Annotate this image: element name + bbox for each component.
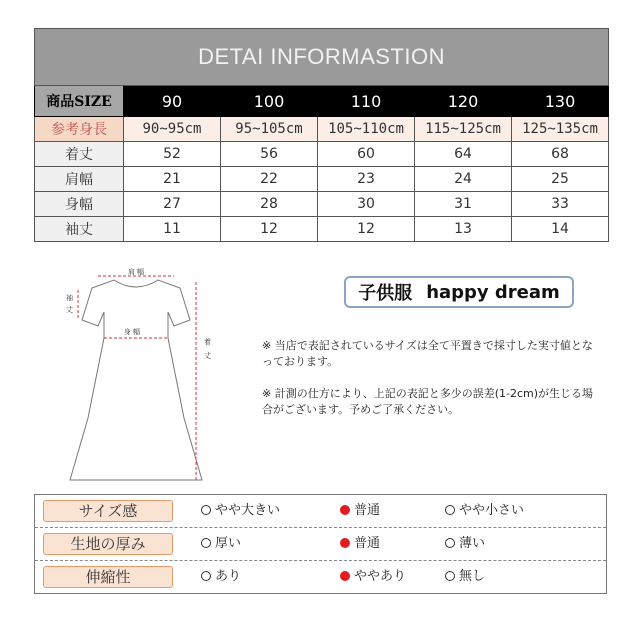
table-cell: 13 [415,217,512,242]
table-row [35,192,609,217]
table-row [35,142,609,167]
feel-option [340,502,380,520]
feel-label: 生地の厚み [43,533,173,555]
row-label: 袖丈 [35,217,124,242]
option-text: 薄い [459,536,486,551]
table-cell: 12 [318,217,415,242]
table-cell: 52 [124,142,221,167]
radio-icon [201,571,211,581]
option-text: あり [215,569,242,584]
table-cell: 27 [124,192,221,217]
table-cell: 68 [512,142,609,167]
table-cell: 22 [221,167,318,192]
radio-icon [340,571,350,581]
feel-option [445,568,485,586]
option-text: やや大きい [215,503,281,518]
length-label: 丈 [204,352,211,360]
table-cell: 30 [318,192,415,217]
table-row [35,167,609,192]
radio-icon [340,505,350,515]
table-row [35,117,609,142]
table-cell: 31 [415,192,512,217]
note-text: ※ 当店で表記されているサイズは全て平置きで採寸した実寸値となっております。 [262,339,593,368]
body-width-label: 身 幅 [123,328,141,336]
row-label: 着丈 [35,142,124,167]
row-label: 肩幅 [35,167,124,192]
radio-icon [445,505,455,515]
note-text: ※ 計測の仕方により、上記の表記と多少の誤差(1-2cm)が生じる場合がございます。予めご了承ください。 [262,387,594,416]
table-cell: 14 [512,217,609,242]
size-header: 100 [221,86,318,117]
feel-row [35,495,606,528]
table-cell: 90~95cm [124,117,221,142]
feel-row [35,561,606,593]
table-cell: 24 [415,167,512,192]
option-text: 厚い [215,536,242,551]
option-text: 無し [459,569,486,584]
option-text: ややあり [354,569,407,584]
size-header: 90 [124,86,221,117]
dress-outline [70,280,202,480]
shop-name-box [344,276,574,308]
radio-icon [445,571,455,581]
row-label: 身幅 [35,192,124,217]
dress-diagram [56,268,216,488]
fit-feel-table [34,494,607,594]
table-cell: 28 [221,192,318,217]
feel-option [340,535,380,553]
table-cell: 23 [318,167,415,192]
option-text: 普通 [354,503,381,518]
radio-icon [340,538,350,548]
feel-option [445,502,524,520]
table-cell: 60 [318,142,415,167]
feel-option [201,535,241,553]
shoulder-label: 肩 幅 [127,268,145,276]
sleeve-label: 袖 [66,294,73,302]
banner-title: DETAI INFORMASTION [35,29,609,86]
table-cell: 21 [124,167,221,192]
size-header: 130 [512,86,609,117]
shop-type: 子供服 [358,283,413,304]
sleeve-label: 丈 [66,306,73,314]
feel-label: 伸縮性 [43,566,173,588]
radio-icon [445,538,455,548]
table-cell: 115~125cm [415,117,512,142]
table-cell: 56 [221,142,318,167]
table-cell: 95~105cm [221,117,318,142]
feel-option [340,568,406,586]
table-cell: 105~110cm [318,117,415,142]
length-label: 着 [204,338,211,346]
feel-option [201,502,280,520]
table-row [35,217,609,242]
size-table [34,28,609,242]
option-text: やや小さい [459,503,525,518]
table-cell: 12 [221,217,318,242]
table-cell: 33 [512,192,609,217]
table-cell: 25 [512,167,609,192]
table-cell: 64 [415,142,512,167]
feel-option [201,568,241,586]
feel-label: サイズ感 [43,500,173,522]
size-header: 110 [318,86,415,117]
table-cell: 11 [124,217,221,242]
size-header: 120 [415,86,512,117]
radio-icon [201,505,211,515]
option-text: 普通 [354,536,381,551]
feel-row [35,528,606,561]
size-header-label: 商品SIZE [35,86,124,117]
radio-icon [201,538,211,548]
shop-name: happy dream [426,281,560,303]
feel-option [445,535,485,553]
row-label: 参考身長 [35,117,124,142]
table-cell: 125~135cm [512,117,609,142]
